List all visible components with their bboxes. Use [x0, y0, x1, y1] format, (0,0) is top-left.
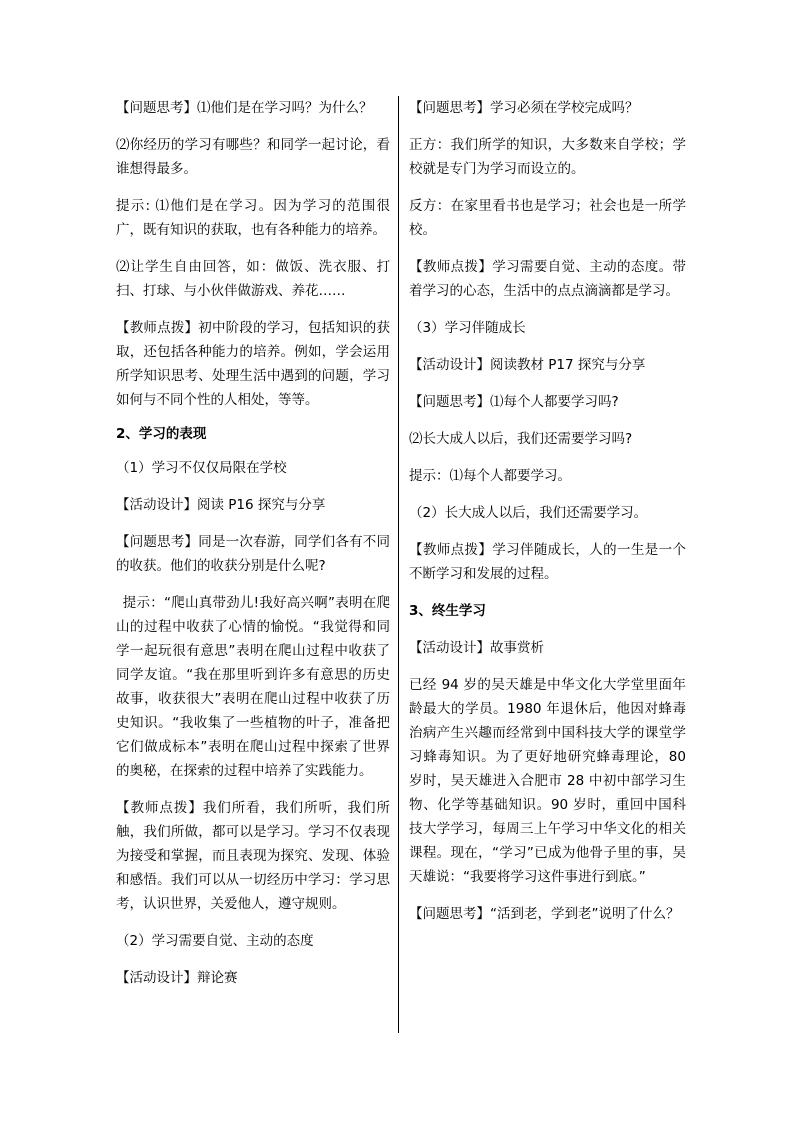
teacher-note-3: 【教师点拨】学习需要自觉、主动的态度。带着学习的心态，生活中的点点滴滴都是学习。: [409, 259, 686, 299]
hint-4: 提示：⑴每个人都要学习。: [409, 468, 571, 484]
teacher-note-2: 【教师点拨】我们所看，我们所听，我们所触，我们所做，都可以是学习。学习不仅表现为接受和掌握，而且表现为探究、发现、体验和感悟。我们可以从一切经历中学习：学习思考，认识世界，关爱他人，遵守规则。: [116, 800, 390, 912]
debate-con: 反方：在家里看书也是学习；社会也是一所学校。: [409, 198, 686, 238]
hint-5: （2）长大成人以后，我们还需要学习。: [409, 505, 648, 521]
hint-3: 提示：“爬山真带劲儿!我好高兴啊”表明在爬山的过程中收获了心情的愉悦。“我觉得和同学一起玩很有意思”表明在爬山过程中收获了同学友谊。“我在那里听到许多有意思的历史故事，收获很大”表明在爬山过程中收获了历史知识。“我收集了一些植物的叶子，准备把它们做成标本”表明在爬山过程中探索了世界的奥秘，在探索的过程中培养了实践能力。: [116, 595, 390, 779]
activity-1: 【活动设计】阅读 P16 探究与分享: [116, 497, 326, 513]
left-column: [116, 96, 390, 990]
activity-4: 【活动设计】故事赏析: [409, 640, 544, 656]
debate-pro: 正方：我们所学的知识，大多数来自学校；学校就是专门为学习而设立的。: [409, 137, 686, 177]
story-paragraph: 已经 94 岁的吴天雄是中华文化大学堂里面年龄最大的学员。1980 年退休后，他因对蜂毒治病产生兴趣而经常到中国科技大学的课堂学习蜂毒知识。为了更好地研究蜂毒理论，80 岁时，吴天雄进入合肥市 28 中初中部学习生物、化学等基础知识。90 岁时，重回中国科技大学学习，每周三上午学习中华文化的相关课程。现在，“学习”已成为他骨子里的事，吴天雄说：“我要将学习这件事进行到底。”: [409, 677, 686, 885]
activity-3: 【活动设计】阅读教材 P17 探究与分享: [409, 357, 646, 373]
question-4: 【问题思考】学习必须在学校完成吗？: [409, 100, 639, 116]
subheading-3: （3）学习伴随成长: [409, 320, 526, 336]
question-3: 【问题思考】同是一次春游，同学们各有不同的收获。他们的收获分别是什么呢?: [116, 534, 390, 574]
question-7: 【问题思考】“活到老，学到老”说明了什么？: [409, 906, 680, 922]
question-2: ⑵你经历的学习有哪些？和同学一起讨论，看谁想得最多。: [116, 137, 390, 177]
question-6: ⑵长大成人以后，我们还需要学习吗?: [409, 431, 633, 447]
question-1: 【问题思考】⑴他们是在学习吗？为什么？: [116, 100, 373, 116]
hint-2: ⑵让学生自由回答，如：做饭、洗衣服、打扫、打球、与小伙伴做游戏、养花……: [116, 259, 390, 299]
right-column: [409, 96, 686, 926]
activity-2: 【活动设计】辩论赛: [116, 970, 238, 986]
subheading-1: （1）学习不仅仅局限在学校: [116, 460, 287, 476]
column-divider: [398, 96, 399, 1033]
teacher-note-4: 【教师点拨】学习伴随成长，人的一生是一个不断学习和发展的过程。: [409, 542, 686, 582]
section-heading-3: 3、终生学习: [409, 603, 486, 619]
subheading-2: （2）学习需要自觉、主动的态度: [116, 933, 314, 949]
question-5: 【问题思考】⑴每个人都要学习吗?: [409, 394, 619, 410]
teacher-note-1: 【教师点拨】初中阶段的学习，包括知识的获取，还包括各种能力的培养。例如，学会运用所学知识思考、处理生活中遇到的问题，学习如何与不同个性的人相处，等等。: [116, 320, 390, 408]
section-heading-2: 2、学习的表现: [116, 426, 207, 442]
hint-1: 提示: ⑴他们是在学习。因为学习的范围很广，既有知识的获取，也有各种能力的培养。: [116, 198, 390, 238]
